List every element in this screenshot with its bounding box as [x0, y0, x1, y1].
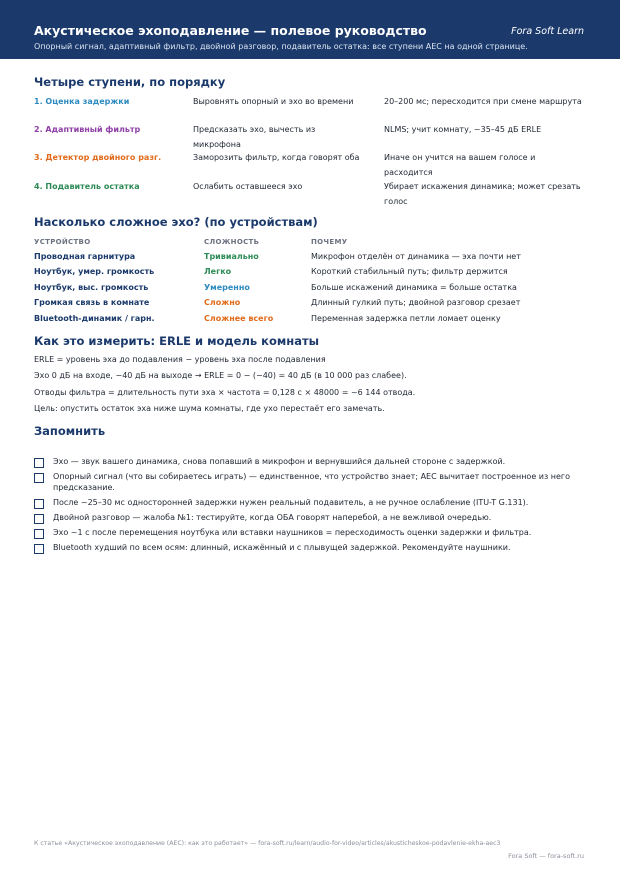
checklist-item-text: После ~25–30 мс односторонней задержки нужен реальный подавитель, а не ручное ослабление (ITU-T G.131).	[53, 498, 529, 507]
stage-note: 20–200 мс; пересходится при смене маршрута	[384, 97, 582, 106]
device-name: Проводная гарнитура	[34, 252, 136, 261]
stages-heading: Четыре ступени, по порядку	[34, 75, 226, 89]
erle-heading: Как это измерить: ERLE и модель комнаты	[34, 334, 320, 348]
device-name: Bluetooth-динамик / гарн.	[34, 314, 155, 323]
footer-article-link[interactable]: К статье «Акустическое эхоподавление (AEC): как это работает» — fora-soft.ru/learn/audio-for-video/articles/akusticheskoe-podavlenie-ekha-aec3	[34, 840, 501, 847]
reason-text: Микрофон отделён от динамика — эха почти нет	[311, 252, 521, 261]
remember-heading: Запомнить	[34, 424, 106, 438]
stage-action: Предсказать эхо, вычесть из микрофона	[193, 125, 316, 149]
checklist-item-text: Эхо — звук вашего динамика, снова попавший в микрофон и вернувшийся дальней стороне с задержкой.	[53, 457, 506, 466]
checkbox[interactable]	[34, 529, 44, 539]
checklist-item-text: Bluetooth худший по всем осям: длинный, искажённый и с плывущей задержкой. Рекомендуйте наушники.	[53, 543, 511, 552]
filter-taps-line: Отводы фильтра = длительность пути эха × частота = 0,128 с × 48000 = ~6 144 отвода.	[34, 388, 416, 397]
stage-name: 4. Подавитель остатка	[34, 182, 140, 191]
stage-note: Иначе он учится на вашем голосе и расходится	[384, 153, 536, 177]
checkbox[interactable]	[34, 514, 44, 524]
device-name: Ноутбук, выс. громкость	[34, 283, 149, 292]
reason-text: Переменная задержка петли ломает оценку	[311, 314, 501, 323]
stage-note: NLMS; учит комнату, ~35–45 дБ ERLE	[384, 125, 542, 134]
complexity-label: Легко	[204, 267, 232, 276]
page-title: Акустическое эхоподавление — полевое руководство	[34, 23, 427, 38]
erle-formula: ERLE = уровень эха до подавления − уровень эха после подавления	[34, 355, 326, 364]
erle-example: Эхо 0 дБ на входе, −40 дБ на выходе → ERLE = 0 − (−40) = 40 дБ (в 10 000 раз слабее).	[34, 371, 407, 380]
stage-name: 2. Адаптивный фильтр	[34, 125, 141, 134]
stage-note: Убирает искажения динамика; может срезать голос	[384, 182, 581, 206]
checkbox[interactable]	[34, 458, 44, 468]
complexity-label: Сложно	[204, 298, 241, 307]
page-subtitle: Опорный сигнал, адаптивный фильтр, двойной разговор, подавитель остатка: все ступени AEC на одной странице.	[34, 42, 528, 51]
device-name: Ноутбук, умер. громкость	[34, 267, 155, 276]
column-header-complexity: СЛОЖНОСТЬ	[204, 238, 260, 246]
brand-label: Fora Soft Learn	[511, 26, 584, 37]
stage-name: 3. Детектор двойного разг.	[34, 153, 162, 162]
reason-text: Длинный гулкий путь; двойной разговор срезает	[311, 298, 521, 307]
stage-name: 1. Оценка задержки	[34, 97, 130, 106]
devices-heading: Насколько сложное эхо? (по устройствам)	[34, 215, 318, 229]
checklist-item-text: Двойной разговор — жалоба №1: тестируйте, когда ОБА говорят наперебой, а не вежливой очередью.	[53, 513, 492, 522]
checklist-item-text: Эхо ~1 с после перемещения ноутбука или вставки наушников = пересходимость оценки задержки и фильтра.	[53, 528, 532, 537]
goal-line: Цель: опустить остаток эха ниже шума комнаты, где ухо перестаёт его замечать.	[34, 404, 385, 413]
complexity-label: Тривиально	[204, 252, 259, 261]
stage-action: Заморозить фильтр, когда говорят оба	[193, 153, 360, 162]
reason-text: Больше искажений динамика = больше остатка	[311, 283, 517, 292]
column-header-device: УСТРОЙСТВО	[34, 238, 91, 246]
reason-text: Короткий стабильный путь; фильтр держится	[311, 267, 508, 276]
complexity-label: Умеренно	[204, 283, 250, 292]
checkbox[interactable]	[34, 499, 44, 509]
column-header-why: ПОЧЕМУ	[311, 238, 348, 246]
stage-action: Выровнять опорный и эхо во времени	[193, 97, 354, 106]
stage-action: Ослабить оставшееся эхо	[193, 182, 303, 191]
checklist-item-text: Опорный сигнал (что вы собираетесь играть) — единственное, что устройство знает; AEC вычитает построенное из него предсказание.	[53, 472, 571, 492]
complexity-label: Сложнее всего	[204, 314, 274, 323]
checkbox[interactable]	[34, 544, 44, 554]
device-name: Громкая связь в комнате	[34, 298, 150, 307]
footer-brand: Fora Soft — fora-soft.ru	[508, 852, 584, 860]
checkbox[interactable]	[34, 473, 44, 483]
page-header	[0, 0, 620, 59]
